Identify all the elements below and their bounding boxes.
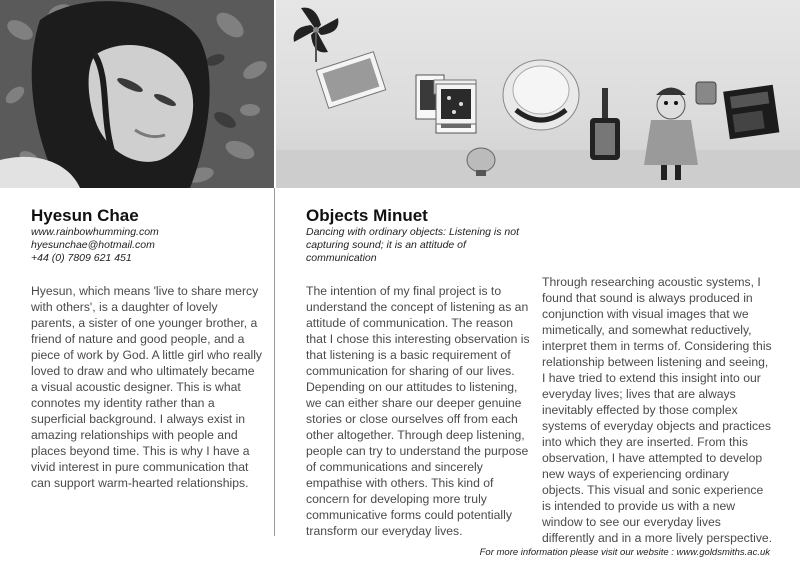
designer-email-link[interactable]: hyesunchae@hotmail.com — [31, 239, 155, 251]
project-paragraph-1: The intention of my final project is to understand the concept of listening as an attitude of communication. The reason that I chose this interesting observation is that listening is a basic requirement of communication for sharing of our lives. Depending on our attitudes to listening, we can either share our deeper genuine stories or close ourselves off from each other altogether. Through deep listening, people can try to understand the purpose of communications and sincerely empathise with others. This kind of concern for developing more truly communicative forms could potentially transform our everyday lives. — [306, 284, 530, 538]
portrait-illustration — [0, 0, 274, 188]
project-subtitle: Dancing with ordinary objects: Listening is not capturing sound; it is an attitude of communication — [306, 226, 520, 264]
project-paragraph-2: Through researching acoustic systems, I found that sound is always produced in conjunction with visual images that we mimetically, and somewhat reductively, interpret them in terms of. Considering this relationship between listening and seeing, I have tried to extend this insight into our everyday lives; lives that are always inevitably effected by those complex systems of everyday objects and practices into which they are inserted. From this observation, I have attempted to develop new ways of experiencing ordinary objects. This visual and sonic experience is intended to provide us with a new window to see our everyday lives differently and in a more lively perspective. — [542, 275, 773, 545]
portrait-photo — [0, 0, 274, 188]
project-title: Objects Minuet — [306, 206, 428, 225]
footer-website-note: For more information please visit our website : www.goldsmiths.ac.uk — [479, 547, 770, 558]
objects-illustration — [276, 0, 800, 188]
designer-bio: Hyesun, which means 'live to share mercy with others', is a daughter of lovely parents, a sister of one younger brother, a friend of nature and good people, and a piece of work by God. A little girl who really loved to draw and who ultimately became a visual acoustic designer. This is what connotes my identity rather than a superficial background. I always exist in amazing relationships with people and places beyond time. This is why I have a vivid interest in pure communication that can support warm-hearted relationships. — [31, 284, 262, 490]
column-divider — [274, 188, 275, 536]
designer-website-link[interactable]: www.rainbowhumming.com — [31, 226, 159, 238]
designer-name: Hyesun Chae — [31, 206, 139, 225]
designer-phone: +44 (0) 7809 621 451 — [31, 252, 132, 264]
designer-contact — [31, 226, 261, 265]
objects-photo — [276, 0, 800, 188]
